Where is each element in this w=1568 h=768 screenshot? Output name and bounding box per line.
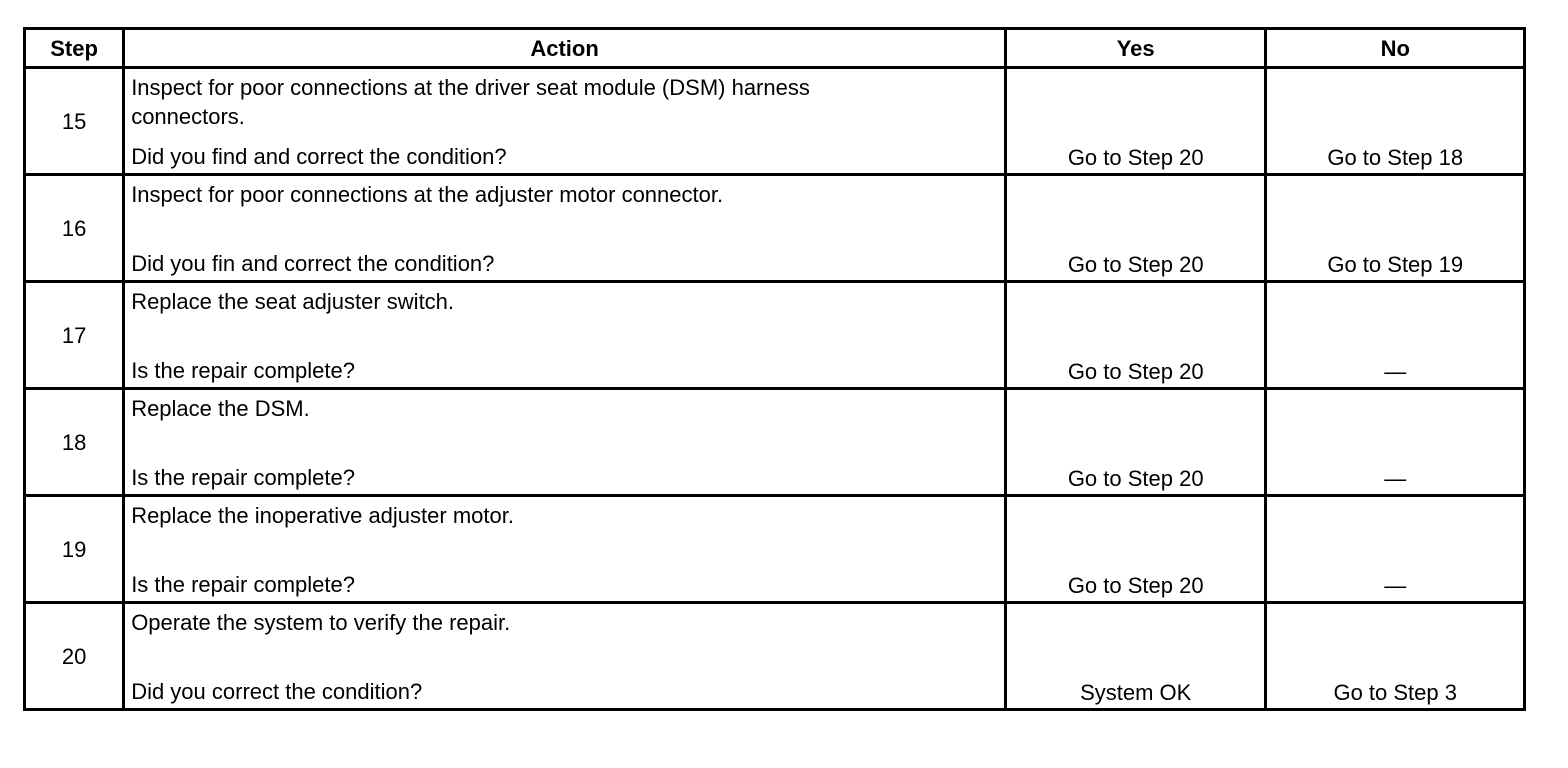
table-row (25, 68, 1525, 175)
step-number: 17 (25, 282, 124, 389)
diagnostic-table (23, 27, 1526, 711)
action-cell (124, 496, 1006, 603)
header-action: Action (124, 29, 1006, 68)
action-text: Replace the inoperative adjuster motor. (131, 503, 514, 528)
action-text: Replace the seat adjuster switch. (131, 289, 455, 314)
no-result: Go to Step 19 (1266, 175, 1525, 282)
header-yes: Yes (1005, 29, 1266, 68)
question-text: Is the repair complete? (131, 358, 355, 383)
action-text: Replace the DSM. (131, 396, 310, 421)
action-text: Inspect for poor connections at the adjuster motor connector. (131, 182, 724, 207)
question-text: Did you correct the condition? (131, 679, 423, 704)
table-row (25, 389, 1525, 496)
table-row (25, 603, 1525, 710)
header-row (25, 29, 1525, 68)
no-result: — (1266, 496, 1525, 603)
step-number: 20 (25, 603, 124, 710)
question-text: Is the repair complete? (131, 465, 355, 490)
action-text: Inspect for poor connections at the driver seat module (DSM) harness connectors. (131, 75, 810, 129)
header-step: Step (25, 29, 124, 68)
question-text: Did you find and correct the condition? (131, 144, 507, 169)
step-number: 15 (25, 68, 124, 175)
step-number: 19 (25, 496, 124, 603)
yes-result: Go to Step 20 (1005, 282, 1266, 389)
question-text: Did you fin and correct the condition? (131, 251, 495, 276)
action-cell (124, 389, 1006, 496)
step-number: 16 (25, 175, 124, 282)
no-result: — (1266, 389, 1525, 496)
action-cell (124, 175, 1006, 282)
yes-result: Go to Step 20 (1005, 175, 1266, 282)
action-text: Operate the system to verify the repair. (131, 610, 511, 635)
no-result: Go to Step 3 (1266, 603, 1525, 710)
no-result: — (1266, 282, 1525, 389)
yes-result: Go to Step 20 (1005, 389, 1266, 496)
yes-result: Go to Step 20 (1005, 496, 1266, 603)
step-number: 18 (25, 389, 124, 496)
table-row (25, 496, 1525, 603)
action-cell (124, 68, 1006, 175)
yes-result: System OK (1005, 603, 1266, 710)
action-cell (124, 282, 1006, 389)
table-row (25, 282, 1525, 389)
action-cell (124, 603, 1006, 710)
header-no: No (1266, 29, 1525, 68)
yes-result: Go to Step 20 (1005, 68, 1266, 175)
question-text: Is the repair complete? (131, 572, 355, 597)
table-row (25, 175, 1525, 282)
table-body (25, 68, 1525, 710)
table-header (25, 29, 1525, 68)
no-result: Go to Step 18 (1266, 68, 1525, 175)
